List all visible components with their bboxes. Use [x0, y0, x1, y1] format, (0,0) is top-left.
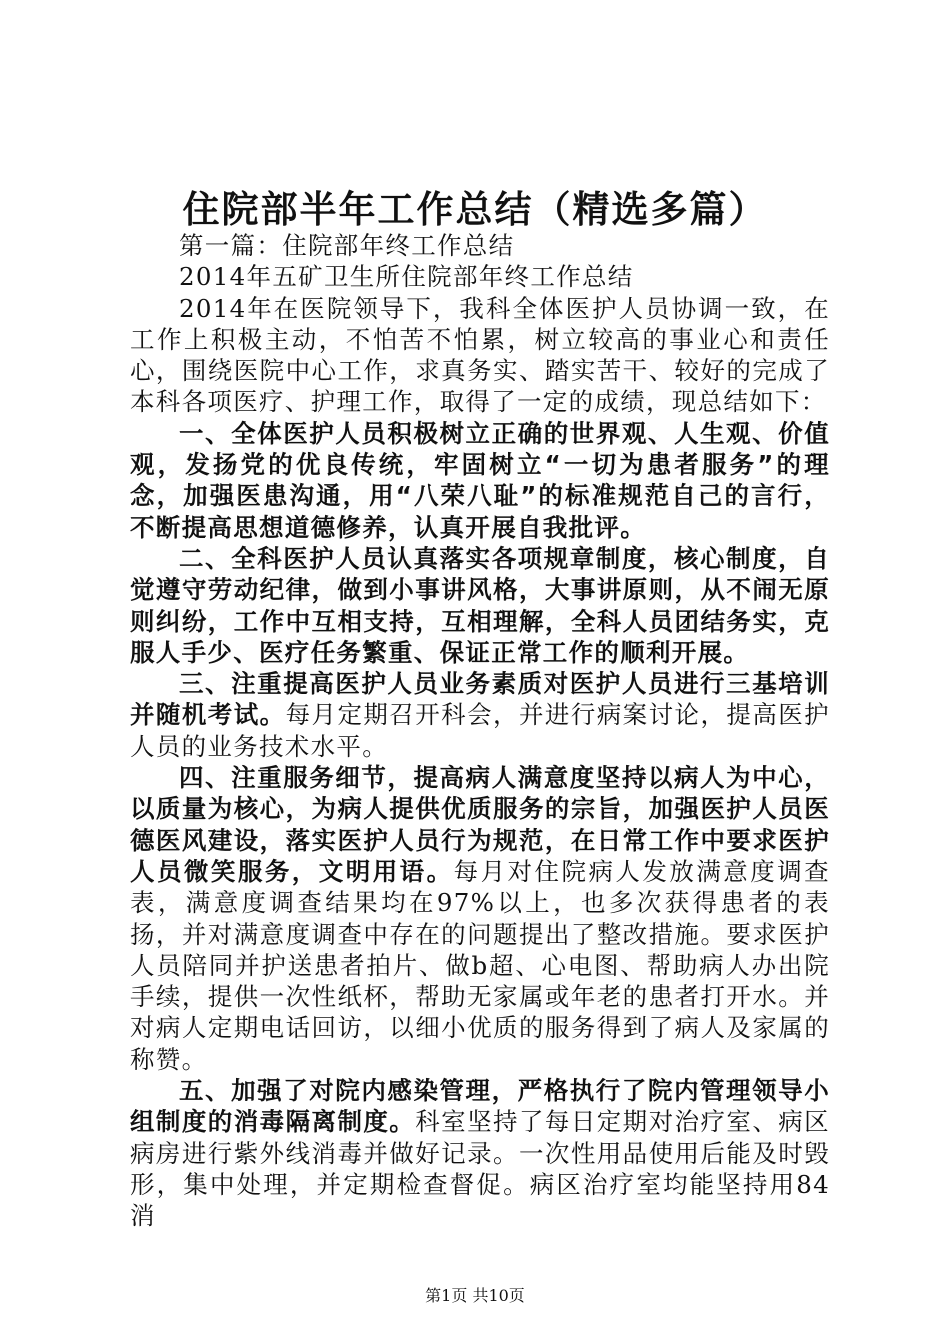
point-five-lead: 五、加强了对院内感染管理，严格执行了院内管理领导小组制度的消毒隔离制度。: [130, 1076, 830, 1137]
point-five-paragraph: [130, 1075, 830, 1231]
point-five-body: 科室坚持了每日定期对治疗室、病区病房进行紫外线消毒并做好记录。一次性用品使用后能及时毁形，集中处理，并定期检查督促。病区治疗室均能坚持用84消: [130, 1107, 830, 1231]
section-heading: 第一篇：住院部年终工作总结: [179, 231, 515, 260]
point-four-paragraph: [130, 762, 830, 1075]
document-body: [130, 230, 830, 1232]
point-four-lead: 四、注重服务细节，提高病人满意度坚持以病人为中心，以质量为核心，为病人提供优质服务的宗旨，加强医护人员医德医风建设，落实医护人员行为规范，在日常工作中要求医护人员微笑服务，文明用语。: [130, 763, 830, 886]
intro-paragraph: 2014年在医院领导下，我科全体医护人员协调一致，在工作上积极主动，不怕苦不怕累，树立较高的事业心和责任心，围绕医院中心工作，求真务实、踏实苦干、较好的完成了本科各项医疗、护理工作，取得了一定的成绩，现总结如下：: [130, 293, 830, 417]
point-three-body: 每月定期召开科会，并进行病案讨论，提高医护人员的业务技术水平。: [130, 700, 830, 761]
point-one-paragraph: 一、全体医护人员积极树立正确的世界观、人生观、价值观，发扬党的优良传统，牢固树立“一切为患者服务”的理念，加强医患沟通，用“八荣八耻”的标准规范自己的言行，不断提高思想道德修养，认真开展自我批评。: [130, 418, 830, 542]
point-four-body: 每月对住院病人发放满意度调查表，满意度调查结果均在97%以上，也多次获得患者的表扬，并对满意度调查中存在的问题提出了整改措施。要求医护人员陪同并护送患者拍片、做b超、心电图、帮助病人办出院手续，提供一次性纸杯，帮助无家属或年老的患者打开水。并对病人定期电话回访，以细小优质的服务得到了病人及家属的称赞。: [130, 856, 830, 1074]
document-title: 住院部半年工作总结（精选多篇）: [182, 188, 768, 231]
point-three-lead: 三、注重提高医护人员业务素质对医护人员进行三基培训并随机考试。: [130, 669, 830, 730]
report-subtitle: 2014年五矿卫生所住院部年终工作总结: [179, 262, 634, 292]
page-footer: 第1页 共10页: [425, 1286, 525, 1305]
point-two-paragraph: 二、全科医护人员认真落实各项规章制度，核心制度，自觉遵守劳动纪律，做到小事讲风格，大事讲原则，从不闹无原则纠纷，工作中互相支持，互相理解，全科人员团结务实，克服人手少、医疗任务繁重、保证正常工作的顺利开展。: [130, 543, 830, 667]
point-three-paragraph: [130, 668, 830, 762]
